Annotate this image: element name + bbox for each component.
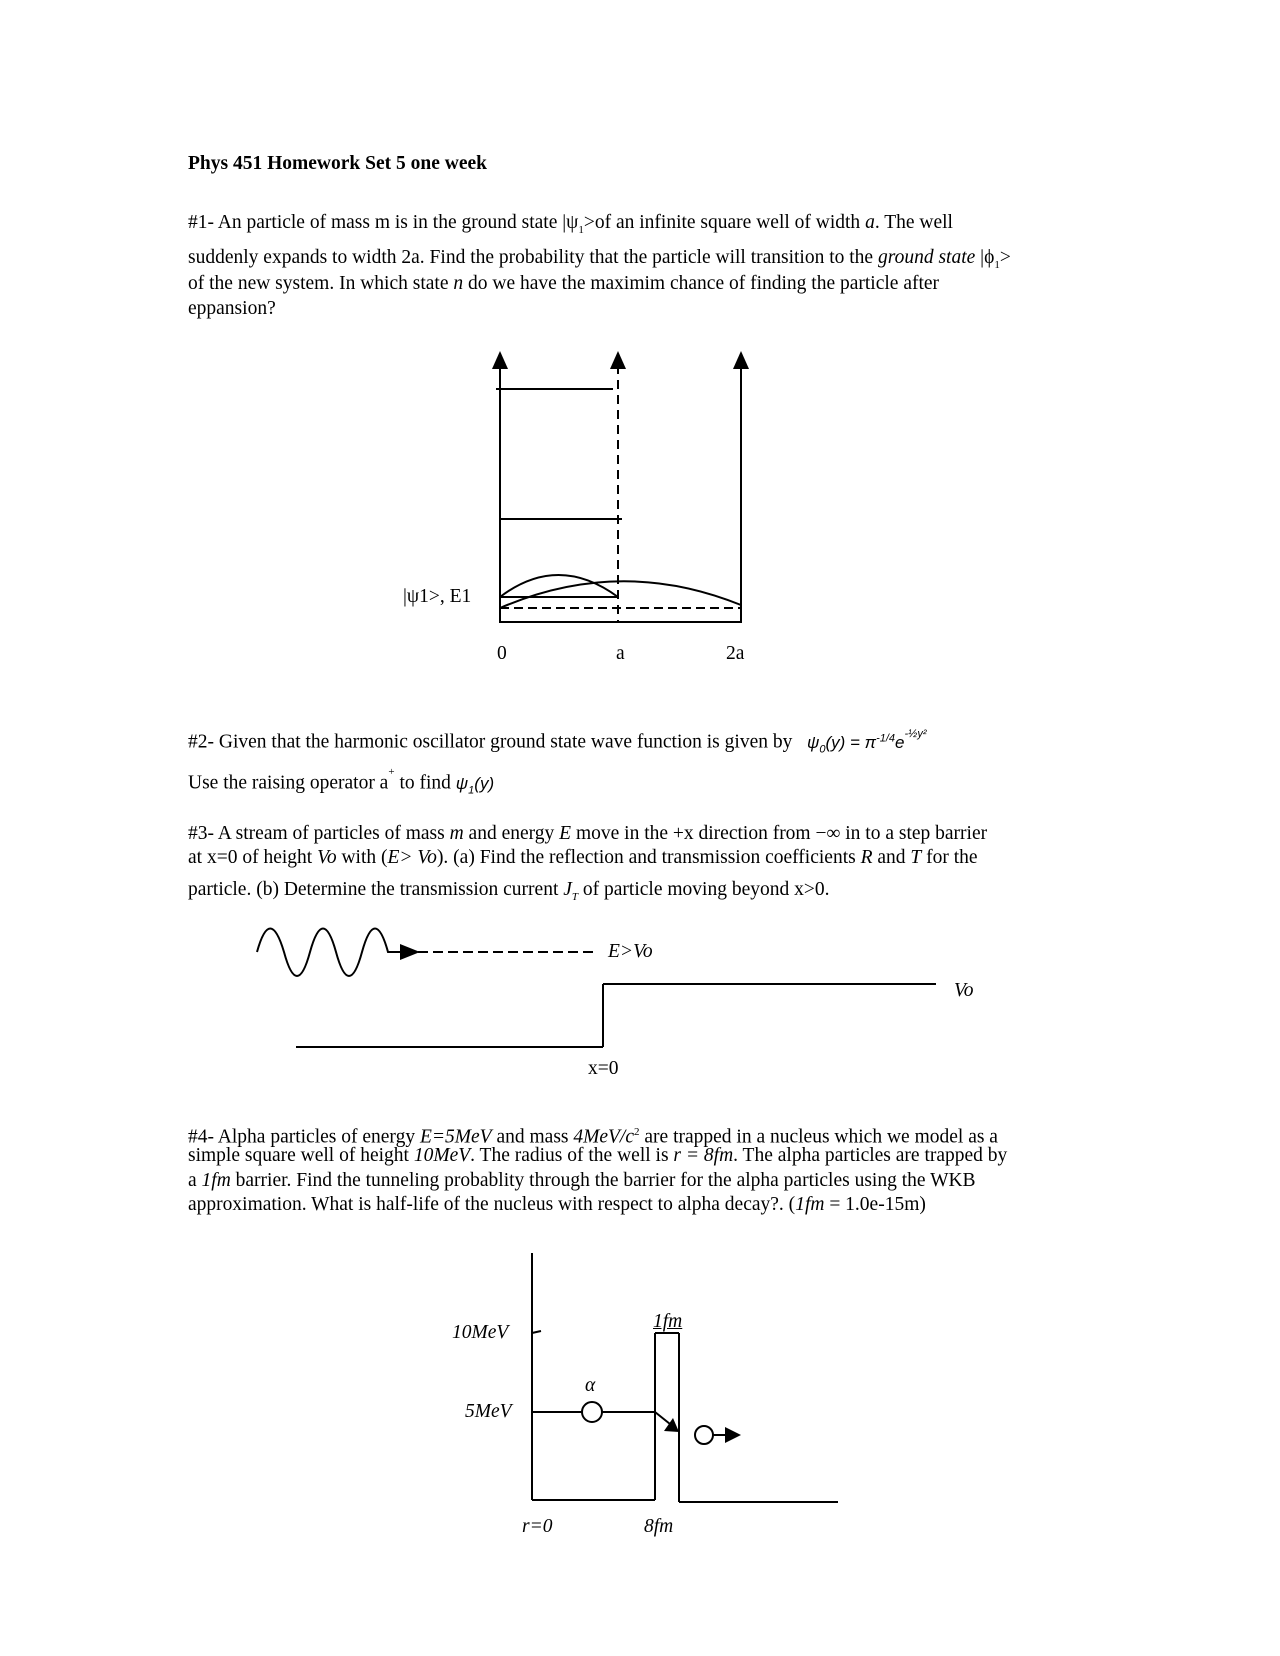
tick-10mev <box>532 1331 541 1333</box>
text: ). (a) Find the reflection and transmission coefficients <box>436 847 861 868</box>
text: - Given that the harmonic oscillator ground state wave function is given by <box>207 731 793 753</box>
text: E <box>559 823 572 844</box>
escaped-alpha-icon <box>695 1426 713 1444</box>
p1-line-4: eppansion? <box>188 298 276 319</box>
text: Use the raising operator a <box>188 772 389 794</box>
psi1 <box>455 773 495 796</box>
text: r = 8fm <box>673 1145 734 1166</box>
page-title: Phys 451 Homework Set 5 one week <box>188 153 487 174</box>
incident-wave <box>257 929 405 977</box>
text: (y) = π <box>825 732 877 752</box>
text: E> Vo <box>387 847 437 868</box>
text: T <box>910 847 922 868</box>
psi0-equation <box>806 728 927 756</box>
text: particle. (b) Determine the transmission current <box>188 879 564 900</box>
text: for the <box>921 847 978 868</box>
text: at x=0 of height <box>188 847 318 868</box>
p3-line-3 <box>188 878 829 909</box>
text: a <box>188 1170 202 1191</box>
text: are trapped in a nucleus which we model as a <box>639 1126 998 1148</box>
text: - A stream of particles of mass <box>207 823 450 844</box>
text: n <box>453 273 464 294</box>
text: -1/4 <box>876 732 896 744</box>
text: and mass <box>491 1126 574 1148</box>
alpha-label: α <box>585 1375 596 1396</box>
r8-label: 8fm <box>644 1516 674 1537</box>
arrow-right-icon <box>400 944 420 960</box>
phi1-new-wave <box>500 581 741 608</box>
text: e <box>895 732 905 752</box>
text: to find <box>394 772 456 794</box>
arrow-icon <box>664 1418 679 1432</box>
arrow-up-icon <box>492 351 508 369</box>
text: ψ <box>455 773 469 793</box>
text: = 1.0e-15m) <box>824 1194 926 1215</box>
text: simple square well of height <box>188 1145 414 1166</box>
arrow-up-icon <box>733 351 749 369</box>
problem-number: #1 <box>188 212 208 233</box>
axis-label-a: a <box>616 643 625 664</box>
tunnel-arrow <box>655 1412 670 1424</box>
text: -½y² <box>904 728 927 740</box>
text: of particle moving beyond x>0. <box>578 879 830 900</box>
p2-line-1 <box>188 726 927 761</box>
text: T <box>571 890 579 903</box>
text: . The radius of the well is <box>470 1145 674 1166</box>
text: . The well <box>874 212 953 233</box>
text: m <box>449 823 464 844</box>
text: ψ <box>806 732 820 752</box>
axis-label-2a: 2a <box>726 643 745 664</box>
text: 4MeV/c <box>573 1126 635 1148</box>
p4-line-3 <box>188 1169 976 1193</box>
p4-line-1: #4- Alpha particles of energy E=5MeV and mass $4MeV/c^2$ are trapped in a nucleus which we model as a <box>188 1126 998 1148</box>
psi1-old-wave <box>500 575 618 597</box>
text: 0 <box>819 743 826 756</box>
text: 1 <box>468 783 475 796</box>
r0-label: r=0 <box>522 1516 553 1537</box>
p3-line-2 <box>188 846 978 870</box>
axis-label-0: 0 <box>497 643 507 664</box>
text: Vo <box>317 847 337 868</box>
text: with ( <box>336 847 388 868</box>
problem-number: #3 <box>188 823 208 844</box>
text: do we have the maximim chance of finding the particle after <box>463 273 940 294</box>
barrier-width-label: 1fm <box>653 1311 683 1332</box>
text: R <box>860 847 873 868</box>
text: and <box>872 847 911 868</box>
text: move in the +x direction from −∞ in to a step barrier <box>571 823 988 844</box>
p2-line-2 <box>188 766 494 802</box>
arrow-right-icon <box>725 1427 741 1443</box>
text: approximation. What is half-life of the nucleus with respect to alpha decay?. ( <box>188 1194 796 1215</box>
p1-line-3 <box>188 272 939 296</box>
text: ground state <box>877 247 976 268</box>
p4-line-2 <box>188 1144 1007 1168</box>
p1-line-1 <box>188 211 953 242</box>
text: |ϕ <box>975 247 995 268</box>
step-height-label: Vo <box>954 980 974 1001</box>
text: barrier. Find the tunneling probablity through the barrier for the alpha particles using the WKB <box>230 1170 976 1191</box>
text: 1 <box>994 258 1000 271</box>
text: 10MeV <box>413 1145 471 1166</box>
energy-label: E>Vo <box>608 941 653 962</box>
text: 1 <box>578 223 584 236</box>
text: + <box>388 766 395 778</box>
alpha-particle-icon <box>582 1402 602 1422</box>
text: 1fm <box>795 1194 825 1215</box>
text: 1fm <box>201 1170 231 1191</box>
text: (y) <box>474 773 495 793</box>
text: and energy <box>463 823 560 844</box>
arrow-up-icon <box>610 351 626 369</box>
text: J <box>563 879 572 900</box>
state-label: |ψ1>, E1 <box>403 586 472 607</box>
text: - Alpha particles of energy <box>207 1126 420 1148</box>
problem-number: #4 <box>188 1126 208 1148</box>
p3-line-1 <box>188 822 987 846</box>
x0-label: x=0 <box>588 1058 619 1079</box>
text: E=5MeV <box>419 1126 492 1148</box>
text: > <box>999 247 1011 268</box>
text: suddenly expands to width 2a. Find the probability that the particle will transition to the <box>188 247 878 268</box>
text: a <box>865 212 875 233</box>
p4-line-4 <box>188 1193 926 1217</box>
text: . The alpha particles are trapped by <box>733 1145 1008 1166</box>
label-5mev: 5MeV <box>465 1401 512 1422</box>
text: - An particle of mass m is in the ground state |ψ <box>207 212 579 233</box>
label-10mev: 10MeV <box>452 1322 509 1343</box>
problem-number: #2 <box>188 731 208 753</box>
text: >of an infinite square well of width <box>583 212 866 233</box>
text: of the new system. In which state <box>188 273 454 294</box>
